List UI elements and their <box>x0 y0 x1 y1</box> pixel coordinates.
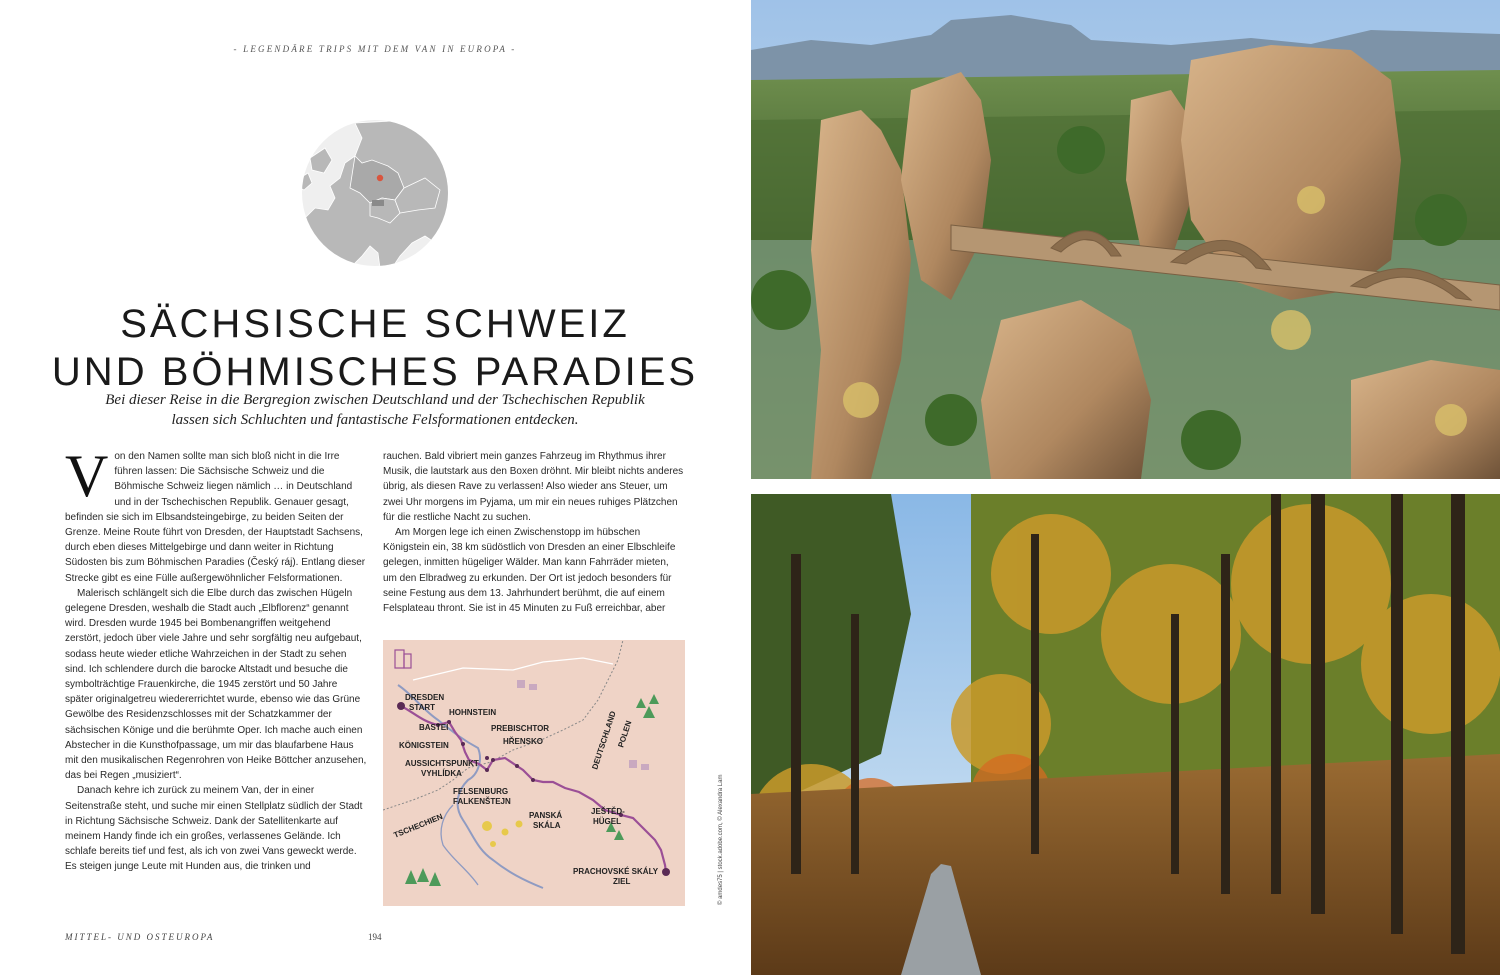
map-label-hrensko: HŘENSKO <box>503 737 544 746</box>
map-label-tschechien: TSCHECHIEN <box>392 812 444 840</box>
paragraph: Danach kehre ich zurück zu meinem Van, der in einer Seitenstraße steht, und suche mir einen Stellplatz südlich der Stadt in Richtung Sächsische Schweiz. Dank der Satellitenkarte auf meinem Handy finde ich ein großes, verlassenes Gelände. Ich schlafe bereits tief und fest, als ich von zwei Vans geweckt werde. Es steigen junge Leute mit Hunden aus, die trinken und <box>65 785 363 873</box>
map-label-dresden: DRESDEN <box>405 693 445 702</box>
map-label-konigstein: KÖNIGSTEIN <box>399 741 449 750</box>
map-label-polen: POLEN <box>616 719 634 749</box>
subtitle-line-1: Bei dieser Reise in die Bergregion zwischen Deutschland und der Tschechischen Republik <box>105 392 645 408</box>
running-header: - LEGENDÄRE TRIPS MIT DEM VAN IN EUROPA - <box>233 44 517 54</box>
map-label-felsenburg: FELSENBURG <box>453 787 509 796</box>
location-dot-icon <box>377 175 383 181</box>
title-line-2: UND BÖHMISCHES PARADIES <box>51 350 699 394</box>
paragraph: rauchen. Bald vibriert mein ganzes Fahrzeug im Rhythmus ihrer Musik, die lautstark aus den Boxen dröhnt. Mir bleibt nichts anderes übrig, als diesen Rave zu verlassen! Also wieder ans Steuer, um zwei Uhr morgens im Pyjama, um mir ein neues ruhiges Plätzchen für die restliche Nacht zu suchen. <box>383 451 684 523</box>
map-label-start: START <box>409 703 436 712</box>
map-label-deutschland: DEUTSCHLAND <box>590 709 618 771</box>
map-stop <box>461 742 465 746</box>
highlight-region <box>372 200 384 206</box>
map-label-panska-2: SKÁLA <box>533 821 561 830</box>
text-column-1 <box>65 443 367 875</box>
article-subtitle <box>60 390 690 430</box>
map-label-falkenstejn: FALKENŠTEJN <box>453 797 511 806</box>
map-stop <box>515 764 519 768</box>
paragraph: Malerisch schlängelt sich die Elbe durch das zwischen Hügeln gelegene Dresden, weshalb die Stadt auch „Elbflorenz“ genannt wird. Dresden wurde 1945 bei Bombenangriffen weitgehend zerstört, jedoch über viele Jahre und sehr sorgfältig neu aufgebaut, sodass heute wieder etliche Wahrzeichen in der Stadt zu sehen sind. Ich schlendere durch die barocke Altstadt und besuche die symbolträchtige Frauenkirche, die 1945 zerstört und 50 Jahre später originalgetreu wiedererrichtet wurde, ebenso wie das Grüne Gewölbe des Residenzschlosses mit der Schatzkammer der sächsischen Könige und die berühmte Oper. Ich mache auch einen Abstecher in die Kunsthofpassage, um mir das blaufarbene Haus mit den musikalischen Regenrohren von Heike Böttcher anzusehen, das bei Regen „musiziert“. <box>65 587 367 782</box>
text-column-2 <box>383 449 685 616</box>
map-label-jested-2: HÜGEL <box>593 817 621 826</box>
map-stop <box>485 768 489 772</box>
start-marker <box>397 702 405 710</box>
drop-cap: V <box>65 443 109 509</box>
map-stop <box>491 758 495 762</box>
title-line-1: SÄCHSISCHE SCHWEIZ <box>120 302 630 346</box>
photo-bastei-bridge <box>751 0 1500 479</box>
map-label-jested-1: JEŠTĚD- <box>591 807 625 816</box>
map-stop <box>531 778 535 782</box>
footer-section: MITTEL- UND OSTEUROPA <box>65 932 215 942</box>
map-label-hohnstein: HOHNSTEIN <box>449 708 497 717</box>
finish-marker <box>662 868 670 876</box>
photo-credit: © amdes75 | stock.adobe.com, © Alexandra Lam <box>718 774 724 905</box>
paragraph: Von den Namen sollte man sich bloß nicht in die Irre führen lassen: Die Sächsische Schweiz und die Böhmische Schweiz liegen nämlich … in Deutschland und in der Tschechischen Republik. Genauer gesagt, befinden sie sich im Elbsandsteingebirge, zu beiden Seiten der Grenze. Meine Route führt von Dresden, der Hauptstadt Sachsens, durch eben dieses Mittelgebirge und dann weiter in Richtung Südosten bis zum Böhmischen Paradies (Český ráj). Entlang dieser Strecke gibt es eine Fülle außergewöhnlicher Felsformationen. <box>65 443 366 584</box>
map-label-prachovske: PRACHOVSKÉ SKÁLY <box>573 867 659 876</box>
map-label-bastei: BASTEI <box>419 723 449 732</box>
map-label-aussichtspunkt: AUSSICHTSPUNKT <box>405 759 479 768</box>
map-stop <box>485 756 489 760</box>
route-map <box>383 640 685 906</box>
photo-autumn-forest-road <box>751 494 1500 975</box>
subtitle-line-2: lassen sich Schluchten und fantastische Felsformationen entdecken. <box>171 412 579 428</box>
page-number: 194 <box>368 932 382 942</box>
article-title <box>0 300 750 396</box>
europe-locator-globe <box>300 118 450 268</box>
map-label-vyhlidka: VYHLÍDKA <box>421 769 462 778</box>
map-label-panska-1: PANSKÁ <box>529 811 563 820</box>
paragraph: Am Morgen lege ich einen Zwischenstopp im hübschen Königstein ein, 38 km südöstlich von Dresden an einer Elbschleife gelegen, inmitten hügeliger Wälder. Man kann Fahrräder mieten, um den Elbradweg zu erkunden. Der Ort ist jedoch besonders für seine Festung aus dem 13. Jahrhundert berühmt, die auf einem Felsplateau thront. Sie ist in 45 Minuten zu Fuß erreichbar, aber <box>383 527 676 615</box>
map-label-prebischtor: PREBISCHTOR <box>491 724 550 733</box>
map-label-ziel: ZIEL <box>613 877 631 886</box>
